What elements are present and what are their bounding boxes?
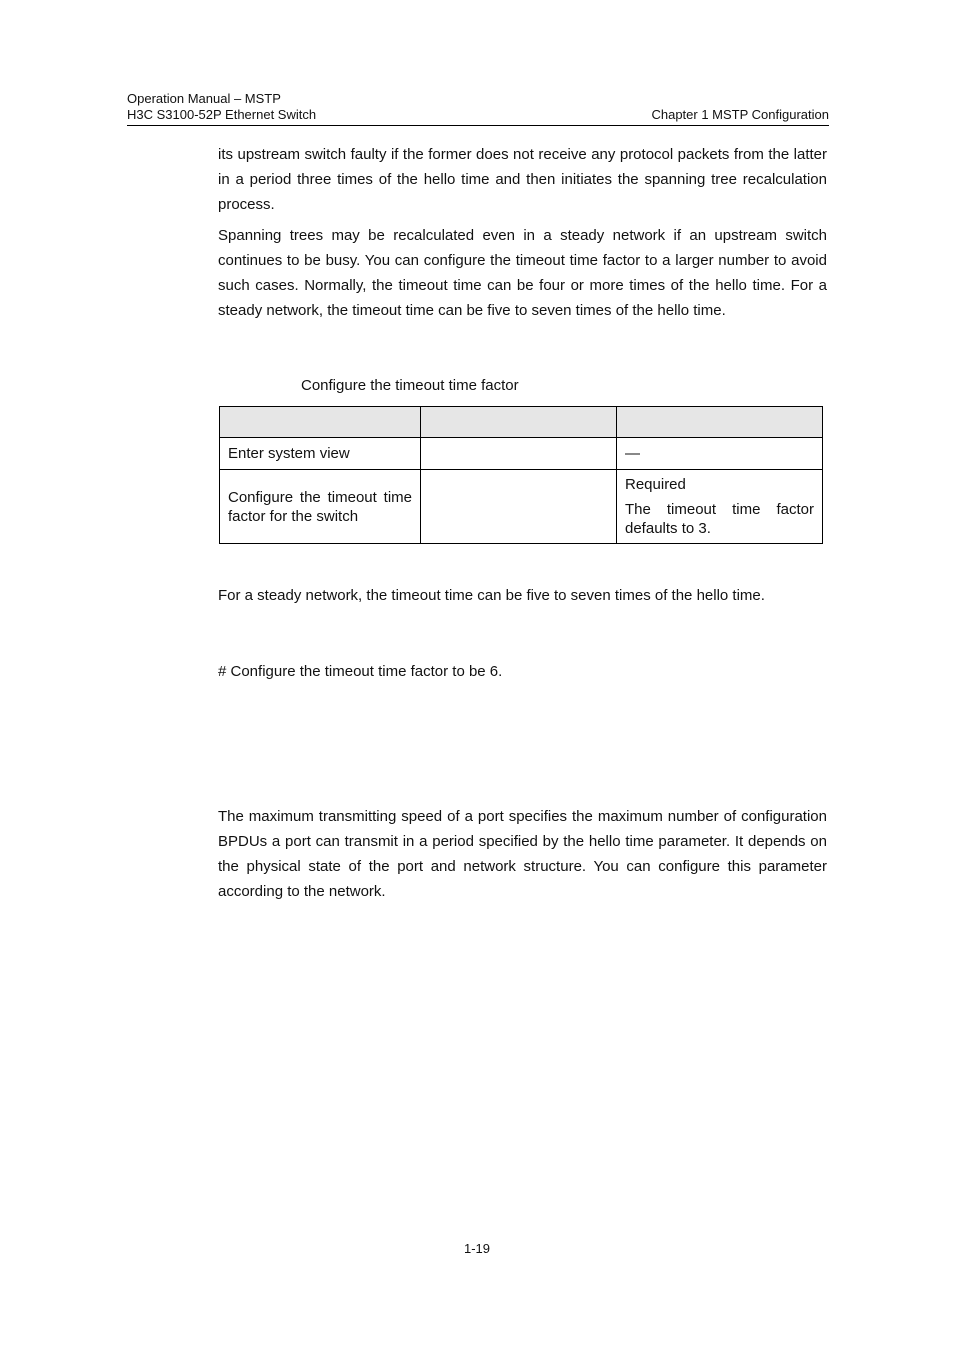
example-configure-factor: # Configure the timeout time factor to be 6. bbox=[218, 663, 503, 680]
cell-command bbox=[421, 470, 617, 544]
page-number: 1-19 bbox=[463, 1241, 491, 1256]
manual-title: Operation Manual – MSTP bbox=[127, 91, 281, 106]
table-caption: Configure the timeout time factor bbox=[301, 377, 519, 394]
timeout-factor-table bbox=[219, 406, 823, 544]
table-row bbox=[220, 470, 823, 544]
paragraph-upstream-faulty: its upstream switch faulty if the former does not receive any protocol packets from the latter in a period three times of the hello time and then initiates the spanning tree recalculation process. bbox=[218, 146, 827, 213]
cell-operation: Configure the timeout time factor for the switch bbox=[220, 470, 421, 544]
header-cell-command bbox=[421, 407, 617, 438]
note-steady-network: For a steady network, the timeout time can be five to seven times of the hello time. bbox=[218, 587, 765, 604]
description-default: The timeout time factor defaults to 3. bbox=[625, 501, 814, 537]
chapter-title: Chapter 1 MSTP Configuration bbox=[651, 107, 829, 122]
cell-description: — bbox=[617, 438, 823, 470]
header-cell-description bbox=[617, 407, 823, 438]
cell-command bbox=[421, 438, 617, 470]
header-left bbox=[127, 91, 316, 123]
cell-operation: Enter system view bbox=[220, 438, 421, 470]
table-header-row bbox=[220, 407, 823, 438]
page-header bbox=[127, 90, 829, 126]
product-name: H3C S3100-52P Ethernet Switch bbox=[127, 107, 317, 122]
description-required: Required bbox=[625, 476, 686, 493]
paragraph-recalculation: Spanning trees may be recalculated even in a steady network if an upstream switch continues to be busy. You can configure the timeout time factor to a larger number to avoid such cases. Normally, the timeout time can be four or more times of the hello time. For a steady network, the timeout time can be five to seven times of the hello time. bbox=[218, 227, 827, 319]
header-cell-operation bbox=[220, 407, 421, 438]
table-row bbox=[220, 438, 823, 470]
cell-description bbox=[617, 470, 823, 544]
paragraph-max-transmit-speed: The maximum transmitting speed of a port specifies the maximum number of configuration BPDUs a port can transmit in a period specified by the hello time parameter. It depends on the physical state of the port and network structure. You can configure this parameter according to the network. bbox=[218, 808, 827, 900]
